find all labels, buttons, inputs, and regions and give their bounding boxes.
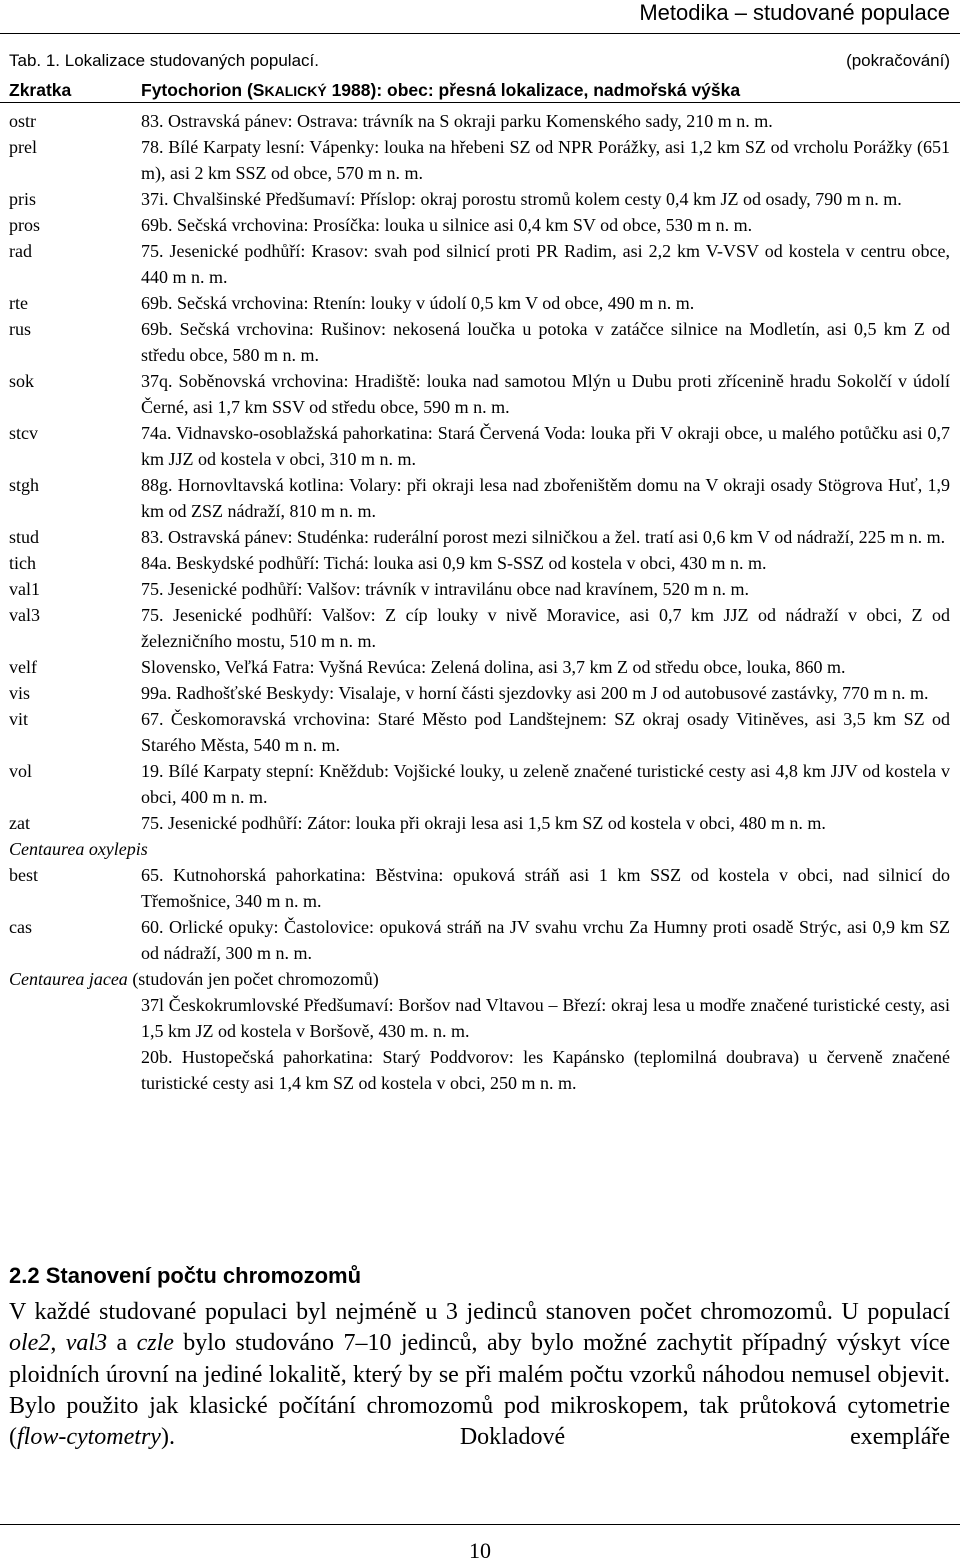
caption-continued: (pokračování): [846, 51, 950, 70]
table-row: [9, 758, 950, 810]
method-term: flow-cytometry: [17, 1424, 161, 1451]
population-abbreviation: sok: [9, 371, 35, 391]
table-row: [9, 706, 950, 758]
population-locality: 37q. Soběnovská vrchovina: Hradiště: louka nad samotou Mlýn u Dubu proti zřícenině hradu Sokolčí v údolí Černé, asi 1,7 km SSV od středu obce, 590 m n. m.: [141, 371, 950, 417]
table-row: [9, 654, 950, 680]
population-locality: 67. Českomoravská vrchovina: Staré Město pod Landštejnem: SZ okraj osady Vitiněves, asi 3,5 km SZ od Starého Města, 540 m n. m.: [141, 709, 950, 755]
table-row: [9, 602, 950, 654]
population-locality: 60. Orlické opuky: Častolovice: opuková stráň na JV svahu vrchu Za Humny proti osadě Strýc, asi 0,9 km SZ od nádraží, 300 m n. m.: [141, 917, 950, 963]
population-locality: 75. Jesenické podhůří: Zátor: louka při okraji lesa asi 1,5 km SZ od kostela v obci, 480 m n. m.: [141, 813, 826, 833]
population-code: ole2: [9, 1330, 51, 1357]
population-rows: [9, 108, 950, 836]
population-abbreviation: [9, 992, 141, 1044]
population-rows: [9, 862, 950, 966]
body-paragraph: [9, 1297, 950, 1453]
section-heading: 2.2 Stanovení počtu chromozomů: [9, 1263, 362, 1288]
population-locality: Slovensko, Veľká Fatra: Vyšná Revúca: Zelená dolina, asi 3,7 km Z od středu obce, louka, 860 m.: [141, 657, 846, 677]
population-abbreviation: tich: [9, 553, 36, 573]
species-note: (studován jen počet chromozomů): [127, 969, 379, 989]
population-abbreviation: stgh: [9, 475, 40, 495]
population-abbreviation: rad: [9, 241, 32, 261]
species-heading-jacea: [9, 966, 950, 992]
population-locality: 74a. Vidnavsko-osoblažská pahorkatina: Stará Červená Voda: louka při V okraji obce, u malého potůčku asi 0,7 km JJZ od kostela v obci, 310 m n. m.: [141, 423, 950, 469]
population-abbreviation: [9, 1044, 141, 1096]
population-abbreviation: pros: [9, 215, 40, 235]
population-locality: 83. Ostravská pánev: Studénka: ruderální porost mezi silničkou a žel. tratí asi 0,6 km V od nádraží, 225 m n. m.: [141, 527, 946, 547]
table-row: [9, 576, 950, 602]
table-row: [9, 524, 950, 550]
author-smallcaps: KALICKÝ: [264, 83, 327, 99]
population-abbreviation: stud: [9, 527, 40, 547]
table-body: [9, 108, 950, 1096]
caption-title: Tab. 1. Lokalizace studovaných populací.: [9, 51, 319, 70]
population-abbreviation: val3: [9, 605, 40, 625]
table-row: [9, 186, 950, 212]
table-row: [9, 992, 950, 1044]
population-locality: 37l Českokrumlovské Předšumaví: Boršov nad Vltavou – Březí: okraj lesa u modře značené turistické cesty, asi 1,5 km JZ od kostela v Boršově, 430 m. n. m.: [141, 995, 950, 1041]
population-abbreviation: rus: [9, 319, 31, 339]
population-locality: 65. Kutnohorská pahorkatina: Běstvina: opuková stráň asi 1 km SSZ od kostela v obci, nad silnicí do Třemošnice, 340 m n. m.: [141, 865, 950, 911]
paragraph-text: bylo studováno 7–10 jedinců, aby bylo možné zachytit případný výskyt více ploidních úrovní na jediné lokalitě, který by se při malém počtu vzorků náhodou nemusel objevit. Bylo použito jak klasické počítání chromozomů pod mikroskopem, tak průtoková cytometrie (: [9, 1330, 951, 1451]
header-rule: [0, 33, 960, 34]
table-row: [9, 550, 950, 576]
population-rows: [9, 992, 950, 1096]
table-caption: [9, 50, 950, 72]
table-row: [9, 368, 950, 420]
header-bottom-rule: [0, 102, 960, 103]
table-row: [9, 212, 950, 238]
population-locality: 69b. Sečská vrchovina: Rtenín: louky v údolí 0,5 km V od obce, 490 m n. m.: [141, 293, 695, 313]
population-code: czle: [136, 1330, 174, 1357]
population-locality: 84a. Beskydské podhůří: Tichá: louka asi 0,9 km S-SSZ od kostela v obci, 430 m n. m.: [141, 553, 767, 573]
paragraph-text: a: [107, 1330, 137, 1357]
population-abbreviation: vit: [9, 709, 29, 729]
population-abbreviation: pris: [9, 189, 36, 209]
table-row: [9, 914, 950, 966]
population-locality: 69b. Sečská vrchovina: Prosíčka: louka u silnice asi 0,4 km SV od obce, 530 m n. m.: [141, 215, 753, 235]
population-abbreviation: ostr: [9, 111, 36, 131]
population-abbreviation: vis: [9, 683, 31, 703]
population-locality: 20b. Hustopečská pahorkatina: Starý Poddvorov: les Kapánsko (teplomilná doubrava) u červeně značené turistické cesty asi 1,4 km SZ od kostela v obci, 250 m n. m.: [141, 1047, 950, 1093]
table-row: [9, 680, 950, 706]
column-header-part: Fytochorion (S: [141, 80, 265, 100]
population-locality: 37i. Chvalšinské Předšumaví: Příslop: okraj porostu stromů kolem cesty 0,4 km JZ od osady, 790 m n. m.: [141, 189, 902, 209]
population-abbreviation: stcv: [9, 423, 38, 443]
population-abbreviation: cas: [9, 917, 32, 937]
population-locality: 19. Bílé Karpaty stepní: Kněždub: Vojšické louky, u zeleně značené turistické cesty asi 4,8 km JJV od kostela v obci, 400 m n. m.: [141, 761, 950, 807]
table-row: [9, 108, 950, 134]
column-header-abbreviation: Zkratka: [9, 80, 72, 100]
population-abbreviation: prel: [9, 137, 37, 157]
population-locality: 75. Jesenické podhůří: Valšov: trávník v intravilánu obce nad kravínem, 520 m n. m.: [141, 579, 750, 599]
paragraph-text: ). Dokladové exempláře: [160, 1424, 950, 1451]
table-row: [9, 420, 950, 472]
table-row: [9, 134, 950, 186]
population-locality: 78. Bílé Karpaty lesní: Vápenky: louka na hřebeni SZ od NPR Porážky, asi 1,2 km SZ od vrcholu Porážky (651 m), asi 2 km SSZ od obce, 570 m n. m.: [141, 137, 950, 183]
population-abbreviation: zat: [9, 813, 30, 833]
population-locality: 99a. Radhošťské Beskydy: Visalaje, v horní části sjezdovky asi 200 m J od autobusové zastávky, 770 m n. m.: [141, 683, 929, 703]
population-abbreviation: best: [9, 865, 38, 885]
table-row: [9, 316, 950, 368]
population-abbreviation: rte: [9, 293, 28, 313]
column-header-description: [141, 77, 740, 104]
species-name: Centaurea jacea: [9, 969, 128, 989]
table-row: [9, 810, 950, 836]
population-locality: 75. Jesenické podhůří: Valšov: Z cíp louky v nivě Moravice, asi 0,7 km JJZ od nádraží v obci, Z od železničního mostu, 510 m n. m.: [141, 605, 950, 651]
running-header: Metodika – studované populace: [639, 0, 950, 25]
population-locality: 83. Ostravská pánev: Ostrava: trávník na S okraji parku Komenského sady, 210 m n. m.: [141, 111, 773, 131]
population-code: val3: [65, 1330, 108, 1357]
page-number: 10: [469, 1538, 491, 1563]
table-row: [9, 1044, 950, 1096]
population-locality: 69b. Sečská vrchovina: Rušinov: nekosená loučka u potoka v zatáčce silnice na Modletín, asi 0,5 km Z od středu obce, 580 m n. m.: [141, 319, 950, 365]
population-locality: 88g. Hornovltavská kotlina: Volary: při okraji lesa nad zbořeništěm domu na V okraji osady Stögrova Huť, 1,9 km od ZSZ nádraží, 810 m n. m.: [141, 475, 950, 521]
column-header-part: 1988): obec: přesná lokalizace, nadmořská výška: [326, 80, 741, 100]
population-abbreviation: vol: [9, 761, 33, 781]
table-row: [9, 472, 950, 524]
population-abbreviation: velf: [9, 657, 37, 677]
population-locality: 75. Jesenické podhůří: Krasov: svah pod silnicí proti PR Radim, asi 2,2 km V-VSV od kostela v centru obce, 440 m n. m.: [141, 241, 950, 287]
species-heading-oxylepis: [9, 836, 950, 862]
footer-rule: [0, 1524, 960, 1525]
table-row: [9, 862, 950, 914]
table-row: [9, 290, 950, 316]
paragraph-text: V každé studované populaci byl nejméně u 3 jedinců stanoven počet chromozomů. U populací: [9, 1299, 950, 1325]
species-name: Centaurea oxylepis: [9, 839, 148, 859]
population-abbreviation: val1: [9, 579, 40, 599]
table-header: [9, 77, 950, 103]
table-row: [9, 238, 950, 290]
paragraph-text: ,: [50, 1330, 66, 1357]
